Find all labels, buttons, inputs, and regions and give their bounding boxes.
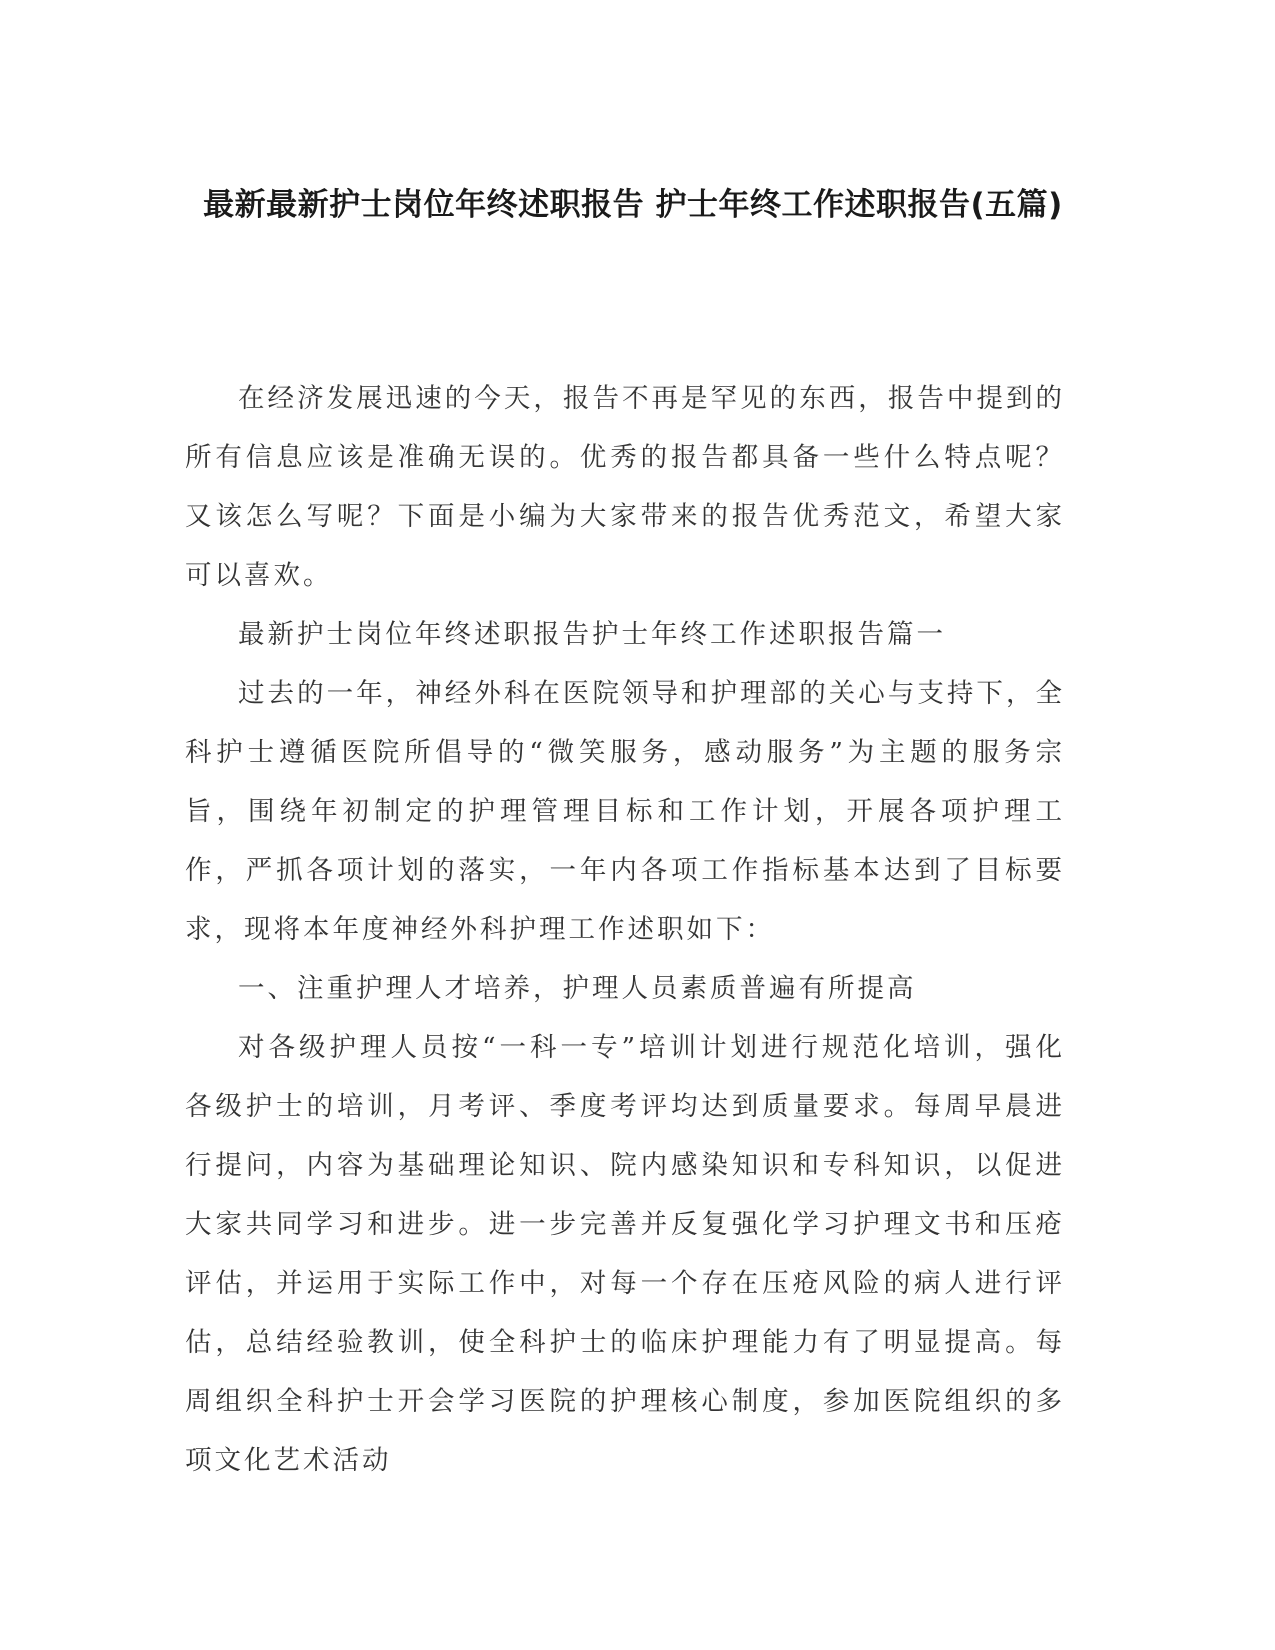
document-body: [185, 369, 1065, 1490]
body-paragraph: 对各级护理人员按“一科一专”培训计划进行规范化培训，强化各级护士的培训，月考评、季度考评均达到质量要求。每周早晨进行提问，内容为基础理论知识、院内感染知识和专科知识，以促进大家共同学习和进步。进一步完善并反复强化学习护理文书和压疮评估，并运用于实际工作中，对每一个存在压疮风险的病人进行评估，总结经验教训，使全科护士的临床护理能力有了明显提高。每周组织全科护士开会学习医院的护理核心制度，参加医院组织的多项文化艺术活动: [185, 1032, 1065, 1476]
body-paragraph: 过去的一年，神经外科在医院领导和护理部的关心与支持下，全科护士遵循医院所倡导的“微笑服务，感动服务”为主题的服务宗旨，围绕年初制定的护理管理目标和工作计划，开展各项护理工作，严抓各项计划的落实，一年内各项工作指标基本达到了目标要求，现将本年度神经外科护理工作述职如下：: [185, 678, 1065, 945]
subsection-heading: 一、注重护理人才培养，护理人员素质普遍有所提高: [238, 973, 917, 1004]
document-title: 最新最新护士岗位年终述职报告 护士年终工作述职报告(五篇): [203, 187, 1063, 223]
section-heading: 最新护士岗位年终述职报告护士年终工作述职报告篇一: [238, 619, 946, 650]
intro-paragraph: 在经济发展迅速的今天，报告不再是罕见的东西，报告中提到的所有信息应该是准确无误的。优秀的报告都具备一些什么特点呢？又该怎么写呢？下面是小编为大家带来的报告优秀范文，希望大家可以喜欢。: [185, 383, 1065, 591]
